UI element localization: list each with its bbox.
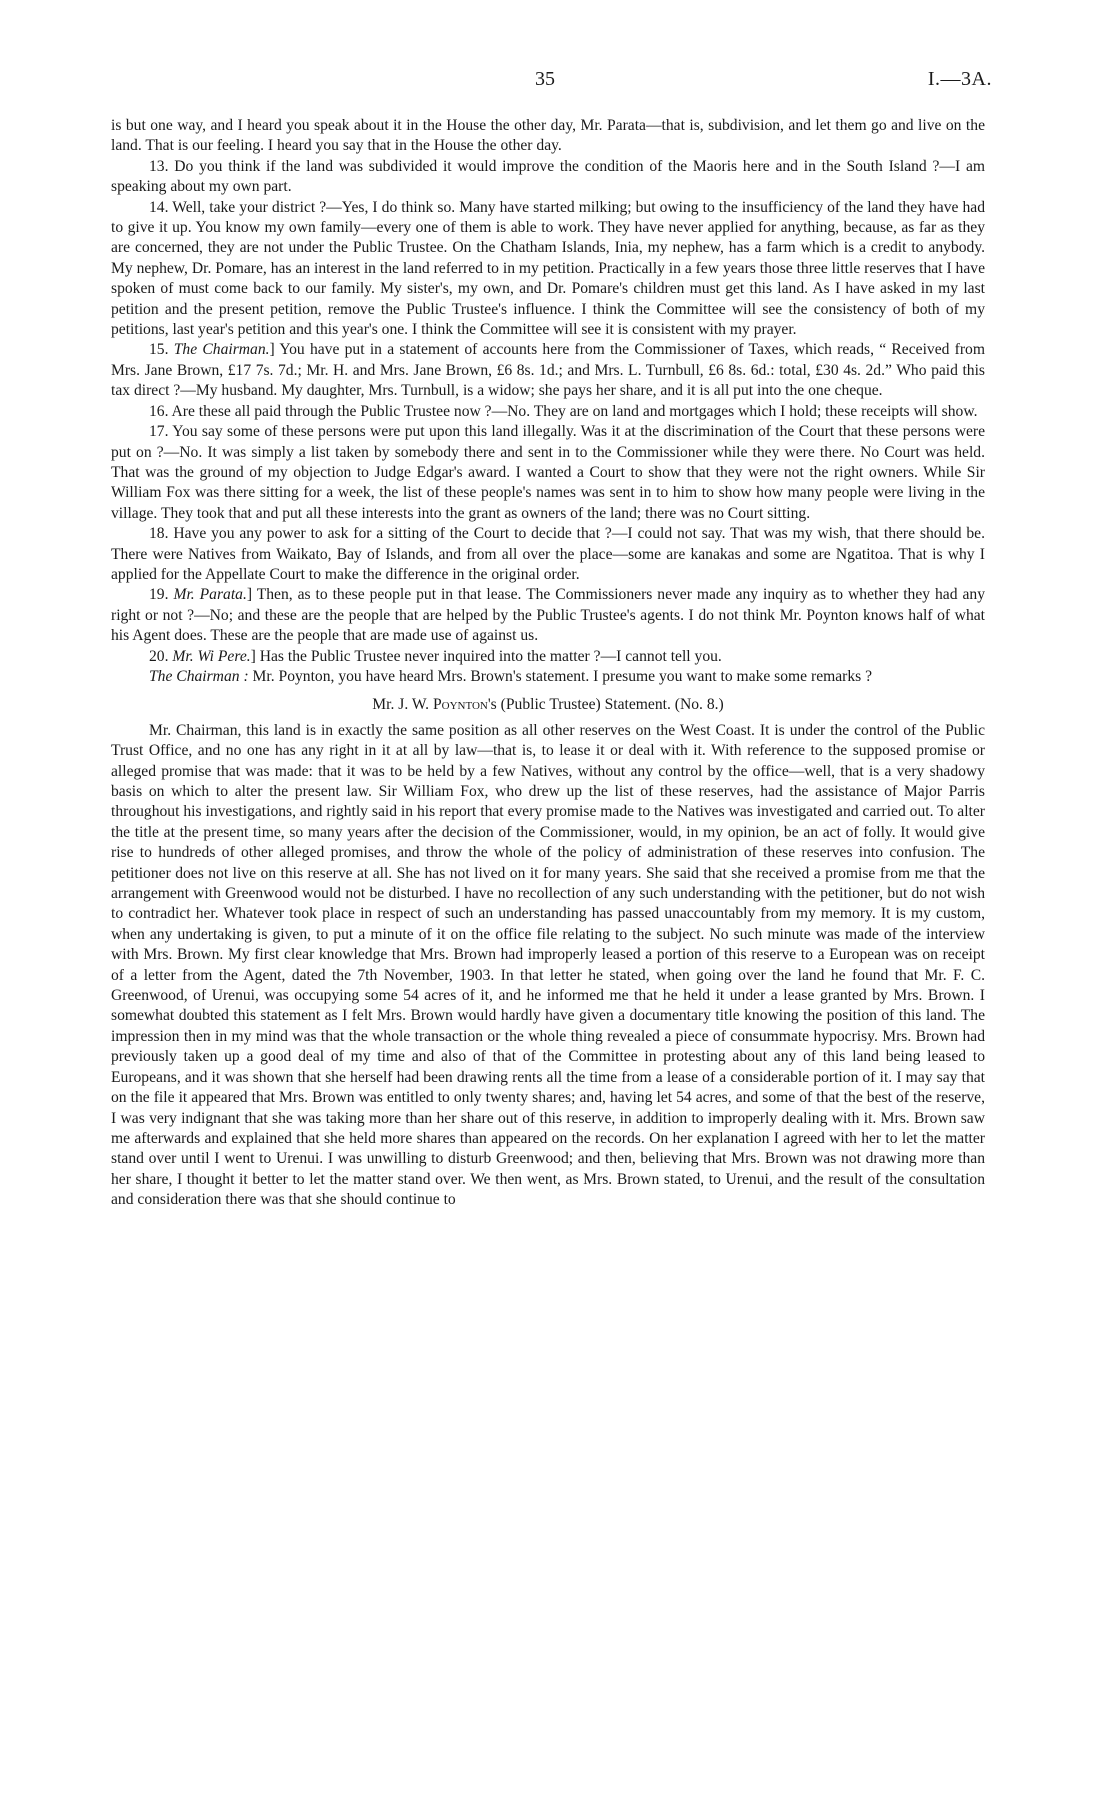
section-heading: Mr. J. W. Poynton's (Public Trustee) Statement. (No. 8.)	[372, 696, 724, 714]
paragraph-chairman-remark	[111, 667, 985, 687]
paragraph-16: 16. Are these all paid through the Public Trustee now ?—No. They are on land and mortgages which I hold; these receipts will show.	[149, 402, 978, 420]
speaker-name: The Chairman.	[173, 341, 270, 359]
paragraph-14: 14. Well, take your district ?—Yes, I do think so. Many have started milking; but owing to the insufficiency of the land they have had to give it up. You know my own family—every one of them is able to work. They have never applied for anything, because, as far as they are concerned, they are not under the Public Trustee. On the Chatham Islands, Inia, my nephew, has a farm which is a credit to anybody. My nephew, Dr. Pomare, has an interest in the land referred to in my petition. Practically in a few years those three little reserves that I have spoken of must come back to our family. My sister's, my own, and Dr. Pomare's children must get this land. As I have asked in my last petition and the present petition, remove the Public Trustee's influence. I think the Committee will see the consistency of both of my petitions, last year's petition and this year's one. I think the Committee will see it is consistent with my prayer.	[111, 198, 985, 339]
paragraph-19	[111, 585, 985, 646]
page-number: 35	[535, 68, 555, 90]
document-reference: I.—3A.	[927, 68, 992, 90]
paragraph-20	[111, 647, 985, 667]
paragraph-15	[111, 340, 985, 401]
paragraph-17: 17. You say some of these persons were put upon this land illegally. Was it at the discrimination of the Court that these persons were put on ?—No. It was simply a list taken by somebody there and sent in to the Commissioner while they were there. No Court was held. That was the ground of my objection to Judge Edgar's award. I wanted a Court to show that they were not the right owners. While Sir William Fox was there sitting for a week, the list of these people's names was sent in to him to show how many people were living in the village. They took that and put all these interests into the grant as owners of the land; there was no Court sitting.	[111, 423, 985, 522]
speaker-name: The Chairman :	[149, 667, 249, 685]
speaker-name: Mr. Wi Pere.	[172, 647, 251, 665]
statement-paragraph: Mr. Chairman, this land is in exactly the same position as all other reserves on the West Coast. It is under the control of the Public Trust Office, and no one has any right in it at all by law—that is, to lease it or deal with it. With reference to the supposed promise or alleged promise that was made: that it was to be held by a few Natives, without any control by the office—well, that is a very shadowy basis on which to alter the present law. Sir William Fox, who drew up the list of these reserves, had the assistance of Major Parris throughout his investigations, and rightly said in his report that every promise made to the Natives was investigated and carried out. To alter the title at the present time, so many years after the decision of the Commissioner, would, in my opinion, be an act of folly. It would give rise to hundreds of other alleged promises, and throw the whole of the policy of administration of these reserves into confusion. The petitioner does not live on this reserve at all. She has not lived on it for many years. She said that she received a promise from me that the arrangement with Greenwood would not be disturbed. I have no recollection of any such understanding with the petitioner, but do not wish to contradict her. Whatever took place in respect of such an understanding has passed unaccountably from my memory. It is my custom, when any undertaking is given, to put a minute of it on the office file relating to the subject. No such minute was made of the interview with Mrs. Brown. My first clear knowledge that Mrs. Brown had improperly leased a portion of this reserve to a European was on receipt of a letter from the Agent, dated the 7th November, 1903. In that letter he stated, when going over the land he found that Mr. F. C. Greenwood, of Urenui, was occupying some 54 acres of it, and he informed me that he held it under a lease granted by Mrs. Brown. I somewhat doubted this statement as I felt Mrs. Brown would hardly have given a documentary title knowing the position of this land. The impression then in my mind was that the whole transaction or the whole thing revealed a piece of consummate hypocrisy. Mrs. Brown had previously taken up a good deal of my time and also of that of the Committee in protesting about any of this land being leased to Europeans, and it was shown that she herself had been drawing rents all the time from a lease of a considerable portion of it. I may say that on the file it appeared that Mrs. Brown was entitled to only twenty shares; and, having let 54 acres, and some of that the best of the reserve, I was very indignant that she was taking more than her share out of this reserve, in addition to improperly dealing with it. Mrs. Brown saw me afterwards and explained that she held more shares than appeared on the records. On her explanation I agreed with her to let the matter stand over until I went to Urenui. I was unwilling to disturb Greenwood; and then, believing that Mrs. Brown was not drawing more than her share, I thought it better to let the matter stand over. We then went, as Mrs. Brown stated, to Urenui, and the result of the consultation and consideration there was that she should continue to	[111, 721, 985, 1209]
paragraph-13: 13. Do you think if the land was subdivided it would improve the condition of the Maoris here and in the South Island ?—I am speaking about my own part.	[111, 157, 985, 196]
paragraph-continuation: is but one way, and I heard you speak about it in the House the other day, Mr. Parata—that is, subdivision, and let them go and live on the land. That is our feeling. I heard you say that in the House the other day.	[111, 117, 985, 155]
speaker-name: Mr. Parata.	[173, 586, 247, 604]
question-number: 20.	[149, 647, 169, 665]
question-number: 19.	[149, 586, 169, 604]
paragraph-text: ] Then, as to these people put in that lease. The Commissioners never made any inquiry as to whether they had any right or not ?—No; and these are the people that are helped by the Public Trustee's agents. I do not think Mr. Poynton knows half of what his Agent does. These are the people that are made use of against us.	[111, 586, 985, 645]
paragraph-18: 18. Have you any power to ask for a sitting of the Court to decide that ?—I could not say. That was my wish, that there should be. There were Natives from Waikato, Bay of Islands, and from all over the place—some are kanakas and some are Ngatitoa. That is why I applied for the Appellate Court to make the difference in the original order.	[111, 525, 985, 583]
paragraph-text: ] You have put in a statement of accounts here from the Commissioner of Taxes, which reads, “ Received from Mrs. Jane Brown, £17 7s. 7d.; Mr. H. and Mrs. Jane Brown, £6 8s. 1d.; and Mrs. L. Turnbull, £6 8s. 6d.: total, £30 4s. 2d.” Who paid this tax direct ?—My husband. My daughter, Mrs. Turnbull, is a widow; she pays her share, and it is all put into the one cheque.	[111, 341, 985, 400]
page-header	[0, 68, 1114, 98]
paragraph-text: ] Has the Public Trustee never inquired into the matter ?—I cannot tell you.	[250, 647, 722, 665]
question-number: 15.	[149, 341, 169, 359]
document-body	[111, 116, 985, 1211]
paragraph-text: Mr. Poynton, you have heard Mrs. Brown's statement. I presume you want to make some remarks ?	[248, 667, 873, 685]
